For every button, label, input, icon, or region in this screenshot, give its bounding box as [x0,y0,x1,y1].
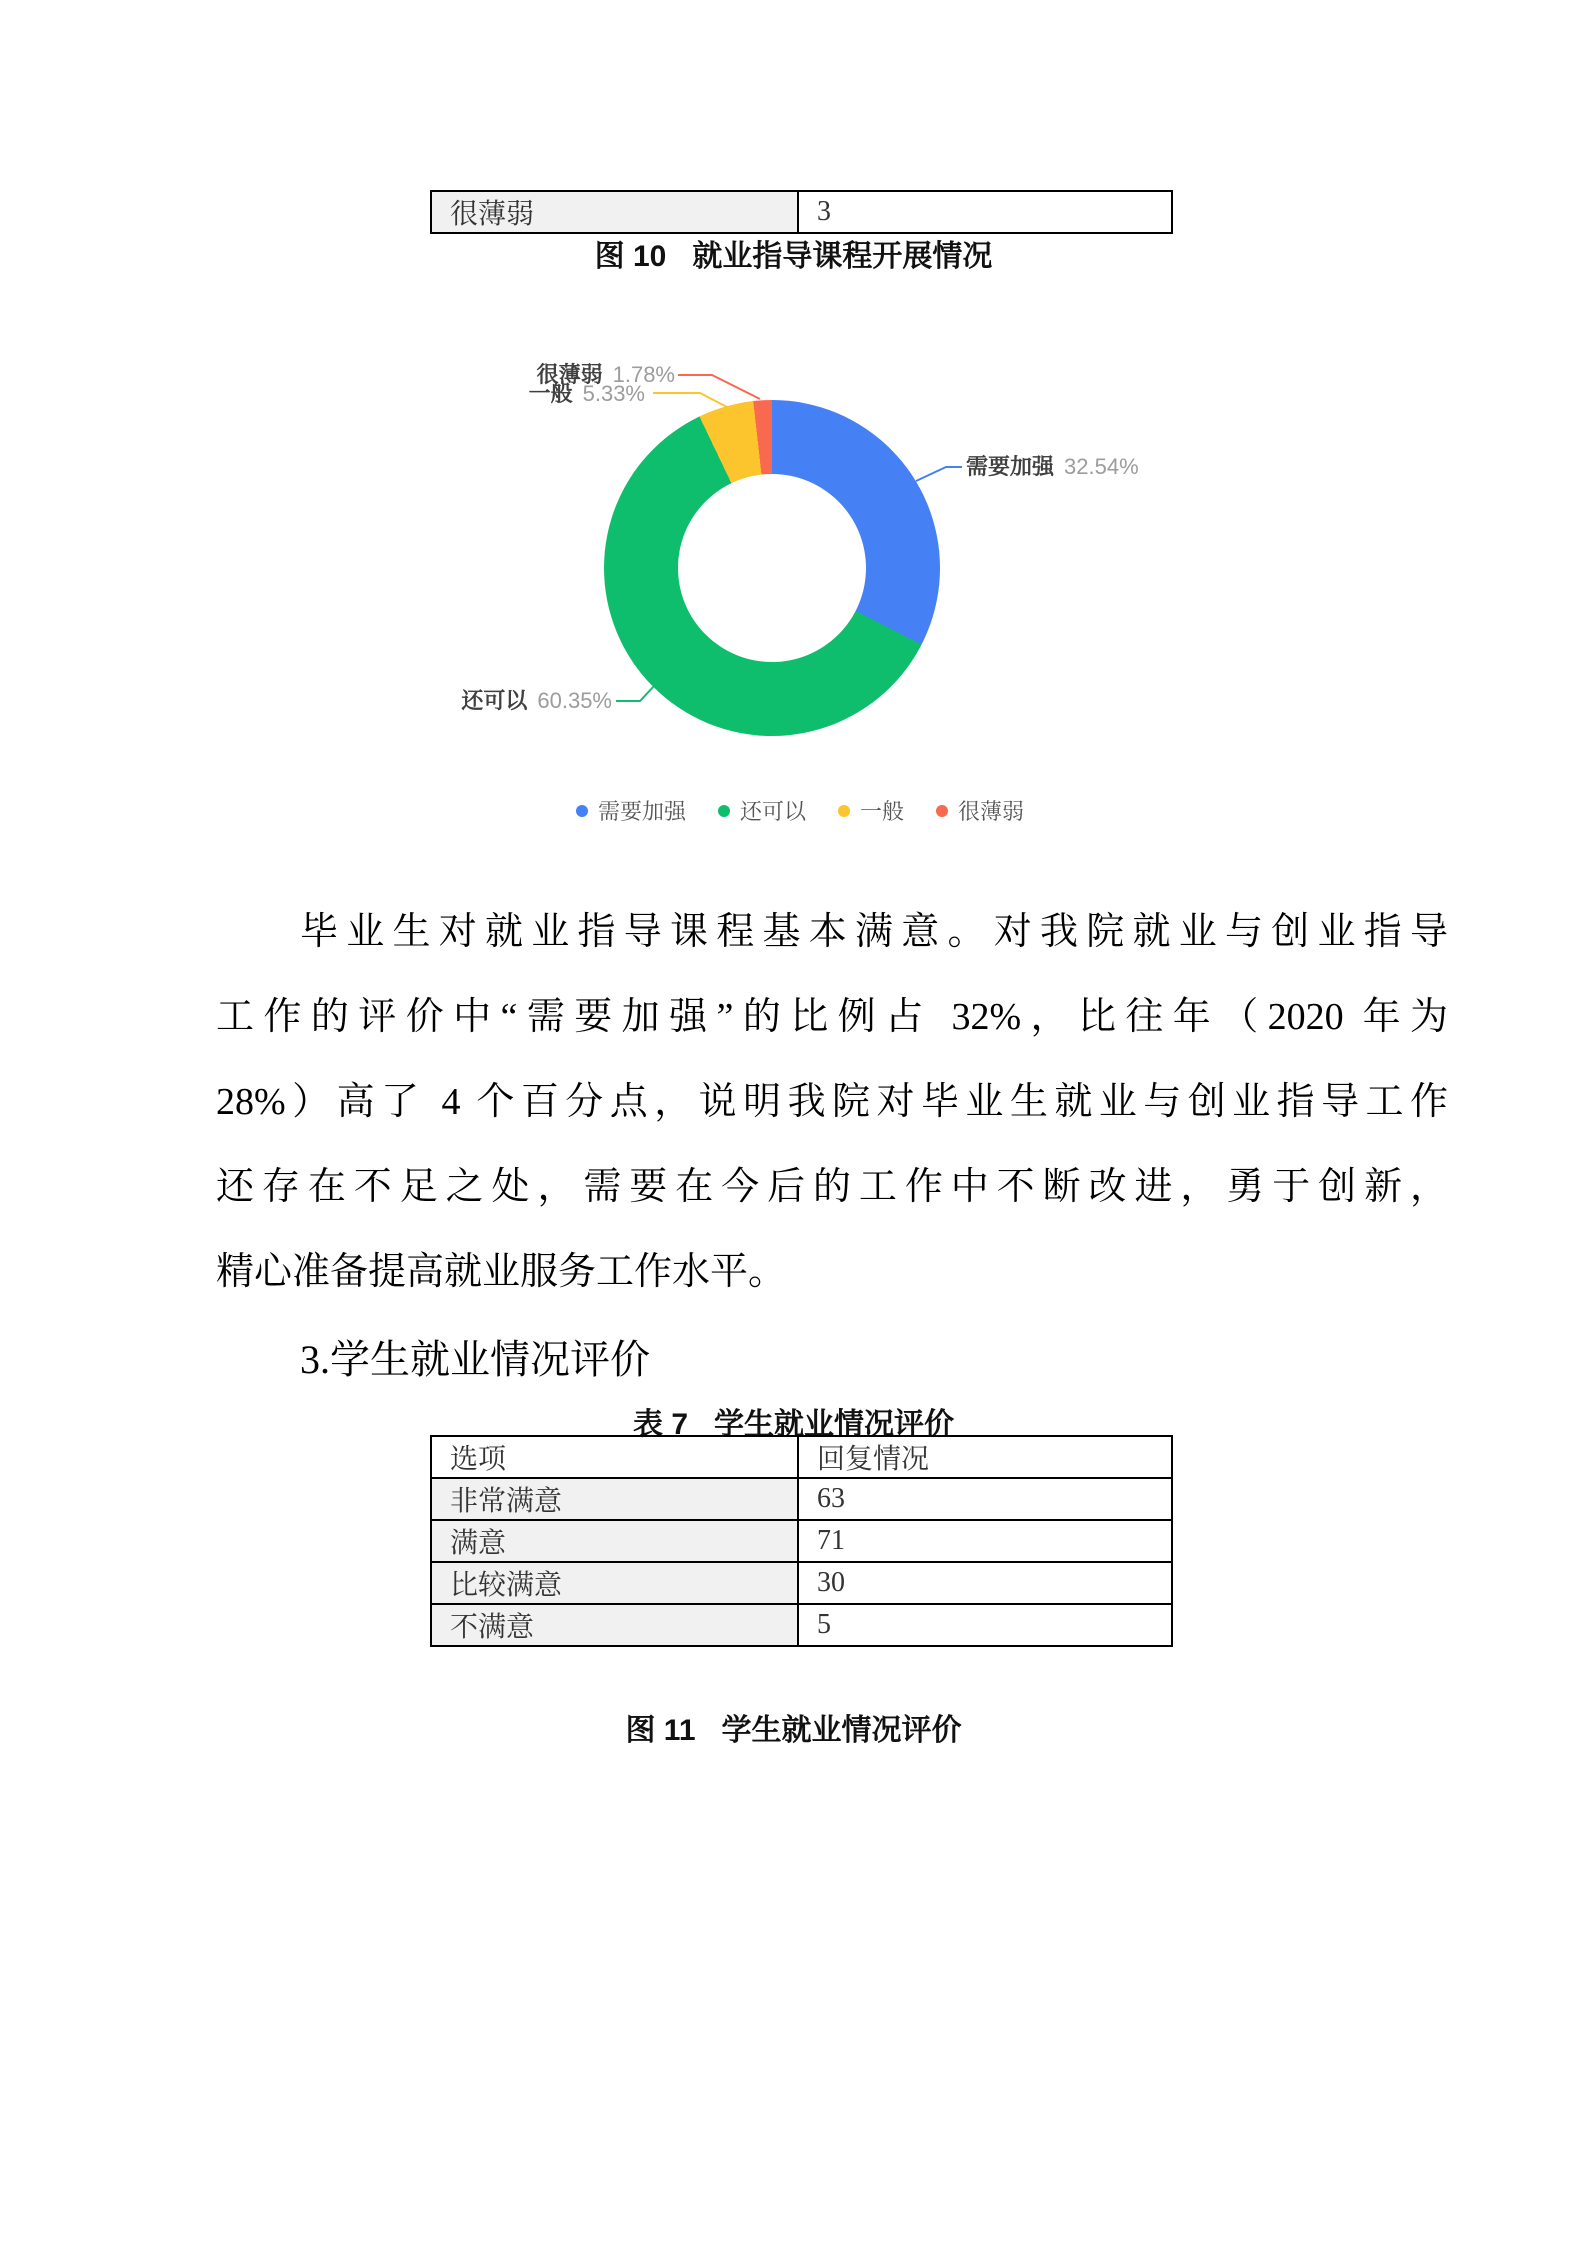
body-paragraph [216,890,1448,1315]
legend-dot-icon [718,805,730,817]
legend-dot-icon [936,805,948,817]
option-cell: 很薄弱 [431,191,798,233]
slice-label-average [529,379,645,409]
slice-percent: 1.78% [612,362,675,387]
legend-dot-icon [576,805,588,817]
table-row [431,1478,1172,1520]
slice-label-needs-strengthening [966,452,1139,482]
slice-name: 还可以 [461,688,528,713]
legend-item [576,795,686,826]
figure11-caption-title: 学生就业情况评价 [721,1714,962,1747]
paragraph-line: 毕业生对就业指导课程基本满意。对我院就业与创业指导 [300,911,1448,953]
figure11-caption-label: 图 11 [625,1714,696,1747]
header-value: 回复情况 [798,1436,1172,1478]
legend-item [936,795,1024,826]
option-cell: 比较满意 [431,1562,798,1604]
option-cell: 满意 [431,1520,798,1562]
legend-dot-icon [838,805,850,817]
option-cell: 非常满意 [431,1478,798,1520]
figure10-caption-title: 就业指导课程开展情况 [692,240,993,273]
slice-name: 需要加强 [966,454,1055,479]
table7 [430,1435,1173,1647]
figure10-caption [0,238,1587,276]
slice-label-okay [461,686,612,716]
legend-label: 很薄弱 [958,799,1025,824]
value-cell: 30 [798,1562,1172,1604]
slice-percent: 32.54% [1064,454,1139,479]
legend-item [838,795,904,826]
figure10-caption-label: 图 10 [594,240,667,273]
slice-percent: 5.33% [582,381,645,406]
table-row [431,1604,1172,1646]
slice-percent: 60.35% [537,688,612,713]
header-option: 选项 [431,1436,798,1478]
option-cell: 不满意 [431,1604,798,1646]
slice-name: 很薄弱 [536,362,603,387]
table7-caption-title: 学生就业情况评价 [714,1408,955,1441]
section-heading: 3.学生就业情况评价 [300,1337,650,1382]
value-cell: 5 [798,1604,1172,1646]
chart-legend [400,795,1200,826]
figure11-caption [0,1712,1587,1750]
slice-name: 一般 [528,381,573,406]
figure10-data-table [430,190,1173,234]
table-row [431,191,1172,233]
value-cell: 71 [798,1520,1172,1562]
table-header-row [431,1436,1172,1478]
legend-label: 还可以 [739,799,806,824]
paragraph-line: 28%）高了 4 个百分点，说明我院对毕业生就业与创业指导工作 [216,1081,1448,1123]
paragraph-line: 工作的评价中“需要加强”的比例占 32%，比往年（2020 年为 [216,996,1448,1038]
value-cell: 3 [798,191,1172,233]
leader-lines [400,350,1200,850]
table7-caption-label: 表 7 [632,1408,689,1441]
paragraph-line: 精心准备提高就业服务工作水平。 [216,1251,787,1293]
legend-label: 一般 [860,799,905,824]
value-cell: 63 [798,1478,1172,1520]
paragraph-line: 还存在不足之处，需要在今后的工作中不断改进，勇于创新， [216,1166,1448,1208]
table-row [431,1520,1172,1562]
donut-chart [400,350,1200,850]
legend-item [718,795,806,826]
legend-label: 需要加强 [597,799,686,824]
table-row [431,1562,1172,1604]
